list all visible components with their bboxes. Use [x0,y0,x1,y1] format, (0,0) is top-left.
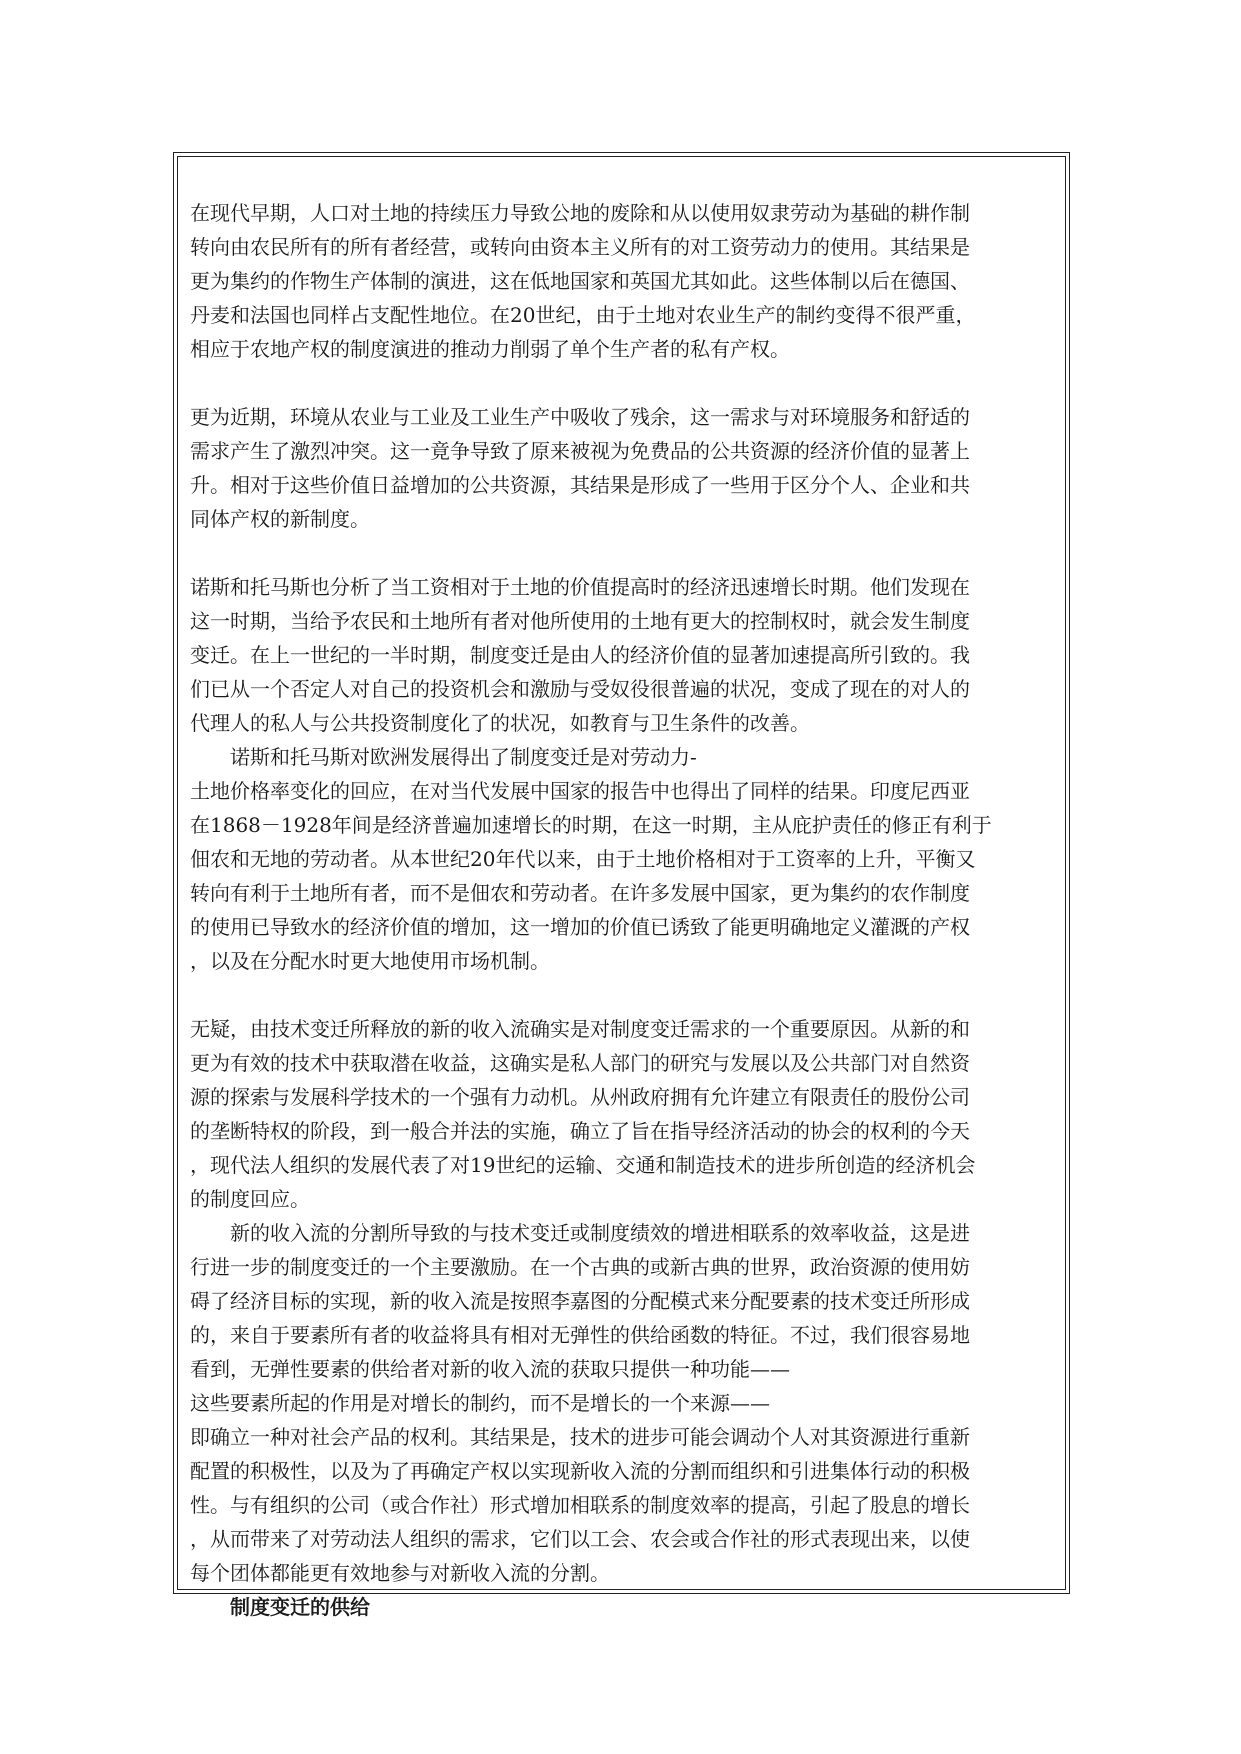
text-line: 看到，无弹性要素的供给者对新的收入流的获取只提供一种功能—— [190,1357,790,1381]
text-line: 转向由农民所有的所有者经营，或转向由资本主义所有的对工资劳动力的使用。其结果是 [190,235,970,259]
paragraph-gap [190,366,1053,400]
text-line: 在现代早期，人口对土地的持续压力导致公地的废除和从以使用奴隶劳动为基础的耕作制 [190,201,970,225]
text-line: 更为有效的技术中获取潜在收益，这确实是私人部门的研究与发展以及公共部门对自然资 [190,1051,970,1075]
text-line: ，从而带来了对劳动法人组织的需求，它们以工会、农会或合作社的形式表现出来，以使 [190,1527,970,1551]
text-line: 性。与有组织的公司（或合作社）形式增加相联系的制度效率的提高，引起了股息的增长 [190,1493,970,1517]
paragraph-2 [190,400,1053,536]
text-line: 碍了经济目标的实现，新的收入流是按照李嘉图的分配模式来分配要素的技术变迁所形成 [190,1289,970,1313]
text-line: 佃农和无地的劳动者。从本世纪20年代以来，由于土地价格相对于工资率的上升，平衡又 [190,847,976,871]
text-line: 无疑，由技术变迁所释放的新的收入流确实是对制度变迁需求的一个重要原因。从新的和 [190,1017,970,1041]
text-line: 源的探索与发展科学技术的一个强有力动机。从州政府拥有允许建立有限责任的股份公司 [190,1085,970,1109]
text-line: 同体产权的新制度。 [190,507,370,531]
text-line: 丹麦和法国也同样占支配性地位。在20世纪，由于土地对农业生产的制约变得不很严重， [190,303,976,327]
text-line: 相应于农地产权的制度演进的推动力削弱了单个生产者的私有产权。 [190,337,790,361]
text-line: 的使用已导致水的经济价值的增加，这一增加的价值已诱致了能更明确地定义灌溉的产权 [190,915,970,939]
text-line: 这一时期，当给予农民和土地所有者对他所使用的土地有更大的控制权时，就会发生制度 [190,609,970,633]
text-line: 的，来自于要素所有者的收益将具有相对无弹性的供给函数的特征。不过，我们很容易地 [190,1323,970,1347]
text-line: 变迁。在上一世纪的一半时期，制度变迁是由人的经济价值的显著加速提高所引致的。我 [190,643,970,667]
text-line: 每个团体都能更有效地参与对新收入流的分割。 [190,1561,610,1585]
paragraph-3 [190,570,1053,978]
paragraph-gap [190,536,1053,570]
text-line: 行进一步的制度变迁的一个主要激励。在一个古典的或新古典的世界，政治资源的使用妨 [190,1255,970,1279]
text-line: 在1868－1928年间是经济普遍加速增长的时期，在这一时期，主从庇护责任的修正有利于 [190,813,992,837]
text-line: 的制度回应。 [190,1187,310,1211]
text-line: 即确立一种对社会产品的权利。其结果是，技术的进步可能会调动个人对其资源进行重新 [190,1425,970,1449]
text-line: 们已从一个否定人对自己的投资机会和激励与受奴役很普遍的状况，变成了现在的对人的 [190,677,970,701]
text-line: 转向有利于土地所有者，而不是佃农和劳动者。在许多发展中国家，更为集约的农作制度 [190,881,970,905]
text-line: ，现代法人组织的发展代表了对19世纪的运输、交通和制造技术的进步所创造的经济机会 [190,1153,976,1177]
text-line: 更为集约的作物生产体制的演进，这在低地国家和英国尤其如此。这些体制以后在德国、 [190,269,970,293]
text-line: 诺斯和托马斯也分析了当工资相对于土地的价值提高时的经济迅速增长时期。他们发现在 [190,575,970,599]
text-line: 土地价格率变化的回应，在对当代发展中国家的报告中也得出了同样的结果。印度尼西亚 [190,779,970,803]
text-line: 新的收入流的分割所导致的与技术变迁或制度绩效的增进相联系的效率收益，这是进 [190,1221,970,1245]
text-line: 升。相对于这些价值日益增加的公共资源，其结果是形成了一些用于区分个人、企业和共 [190,473,970,497]
text-line: 需求产生了激烈冲突。这一竟争导致了原来被视为免费品的公共资源的经济价值的显著上 [190,439,970,463]
text-line: 配置的积极性，以及为了再确定产权以实现新收入流的分割而组织和引进集体行动的积极 [190,1459,970,1483]
text-line: 这些要素所起的作用是对增长的制约，而不是增长的一个来源—— [190,1391,770,1415]
text-line: ，以及在分配水时更大地使用市场机制。 [190,949,550,973]
paragraph-4 [190,1012,1053,1590]
text-line: 诺斯和托马斯对欧洲发展得出了制度变迁是对劳动力- [190,745,697,769]
text-line: 更为近期，环境从农业与工业及工业生产中吸收了残余，这一需求与对环境服务和舒适的 [190,405,970,429]
section-heading: 制度变迁的供给 [190,1595,370,1619]
text-line: 的垄断特权的阶段，到一般合并法的实施，确立了旨在指导经济活动的协会的权利的今天 [190,1119,970,1143]
document-body [190,196,1053,1624]
paragraph-gap [190,978,1053,1012]
paragraph-1 [190,196,1053,366]
text-line: 代理人的私人与公共投资制度化了的状况，如教育与卫生条件的改善。 [190,711,810,735]
